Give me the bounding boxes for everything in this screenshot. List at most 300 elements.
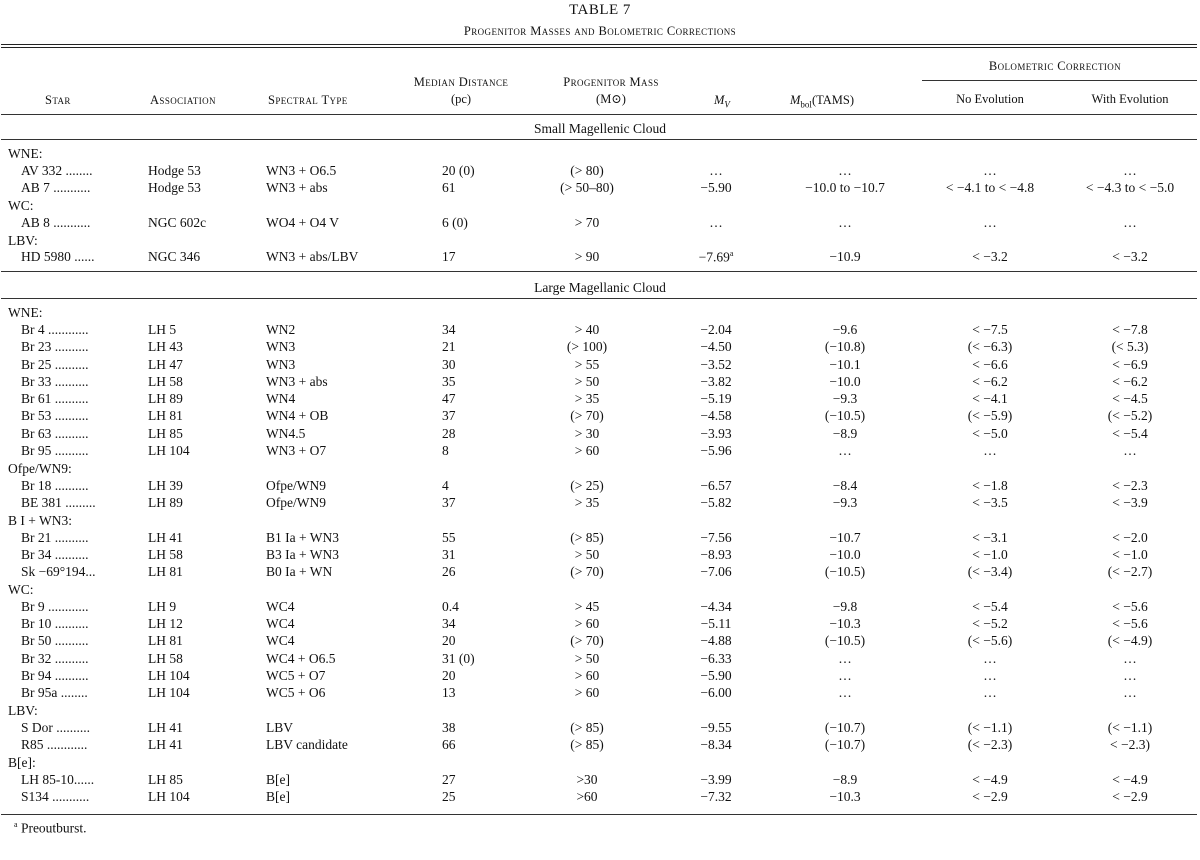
- group-label: LBV:: [8, 232, 38, 248]
- cell-value: < −7.8: [1112, 321, 1148, 337]
- cell-value: AB 8 ...........: [21, 214, 91, 230]
- cell-value: < −6.2: [1112, 373, 1148, 389]
- cell-star: [0, 685, 148, 702]
- cell-mv: [662, 214, 770, 231]
- cell-assoc: [148, 685, 266, 702]
- cell-mbol: [770, 494, 920, 511]
- cell-assoc: [148, 719, 266, 736]
- cell-assoc: [148, 477, 266, 494]
- table-row: [0, 736, 1200, 753]
- top-rule-2: [1, 47, 1197, 48]
- cell-value: −4.34: [700, 598, 732, 614]
- table-row: [0, 685, 1200, 702]
- cell-bc-with: [1060, 788, 1200, 805]
- cell-mv: [662, 373, 770, 390]
- cell-dist: [392, 788, 512, 805]
- cell-mass: [512, 719, 662, 736]
- cell-mass: [512, 667, 662, 684]
- cell-value: −3.82: [700, 373, 732, 389]
- cell-bc-with: [1060, 373, 1200, 390]
- cell-value: LH 43: [148, 339, 183, 355]
- cell-value: < −3.1: [972, 529, 1008, 545]
- cell-bc-with: [1060, 719, 1200, 736]
- cell-value: (> 100): [566, 339, 608, 355]
- header-progenitor-mass-label: Progenitor Mass: [563, 75, 659, 89]
- cell-assoc: [148, 736, 266, 753]
- cell-value: 26: [442, 564, 456, 580]
- cell-bc-no: [920, 598, 1060, 615]
- table-bottom-rule: [1, 814, 1197, 815]
- cell-mass: [512, 373, 662, 390]
- cell-bc-with: [1060, 598, 1200, 615]
- header-mv-sub: V: [724, 99, 730, 110]
- cell-value: LH 81: [148, 564, 183, 580]
- cell-bc-no: [920, 494, 1060, 511]
- cell-value: …: [838, 650, 852, 666]
- cell-assoc: [148, 249, 266, 266]
- cell-assoc: [148, 598, 266, 615]
- cell-value: …: [983, 214, 997, 230]
- cell-value: (< −6.3): [967, 339, 1013, 355]
- cell-value: Br 25 ..........: [21, 356, 89, 372]
- cell-star: [0, 408, 148, 425]
- cell-dist: [392, 529, 512, 546]
- cell-sptype: [266, 615, 392, 632]
- cell-mbol: [770, 598, 920, 615]
- cell-value: −6.57: [700, 477, 732, 493]
- cell-value: −3.93: [700, 425, 732, 441]
- cell-bc-with: [1060, 425, 1200, 442]
- cell-star: [0, 719, 148, 736]
- cell-value: LH 104: [148, 789, 190, 805]
- cell-value: −10.1: [829, 356, 861, 372]
- cell-value: < −2.0: [1112, 529, 1148, 545]
- cell-dist: [392, 249, 512, 266]
- header-mbol: [790, 93, 854, 113]
- table-row: [0, 633, 1200, 650]
- cell-value: WC4: [266, 633, 295, 649]
- cell-star: [0, 390, 148, 407]
- cell-assoc: [148, 546, 266, 563]
- cell-sptype: [266, 214, 392, 231]
- cell-value: −4.58: [700, 408, 732, 424]
- cell-value: < −5.4: [1112, 425, 1148, 441]
- cell-mass: [512, 788, 662, 805]
- cell-star: [0, 667, 148, 684]
- cell-mv: [662, 546, 770, 563]
- cell-value: < −5.6: [1112, 616, 1148, 632]
- cell-mass: [512, 249, 662, 266]
- cell-dist: [392, 477, 512, 494]
- cell-value: −9.8: [832, 598, 858, 614]
- cell-value: Br 94 ..........: [21, 667, 89, 683]
- cell-value: 31 (0): [442, 650, 475, 666]
- cell-bc-with: [1060, 356, 1200, 373]
- cell-value: BE 381 .........: [21, 494, 96, 510]
- cell-value: < −5.4: [972, 598, 1008, 614]
- section-title-rule: [1, 298, 1197, 299]
- cell-mass: [512, 771, 662, 788]
- cell-value: (> 85): [570, 737, 604, 753]
- cell-value: WO4 + O4 V: [266, 214, 339, 230]
- cell-value: 21: [442, 339, 456, 355]
- cell-mv: [662, 356, 770, 373]
- cell-value: …: [709, 162, 723, 178]
- cell-star: [0, 214, 148, 231]
- cell-value: > 55: [574, 356, 600, 372]
- cell-value: < −1.0: [1112, 546, 1148, 562]
- table-row: [0, 390, 1200, 407]
- cell-sptype: [266, 373, 392, 390]
- cell-value: −10.9: [829, 249, 861, 265]
- table-row: [0, 771, 1200, 788]
- cell-value: < −4.9: [1112, 771, 1148, 787]
- cell-star: [0, 356, 148, 373]
- cell-value: −3.52: [700, 356, 732, 372]
- header-mbol-suffix: (TAMS): [811, 93, 854, 107]
- cell-value: LH 12: [148, 616, 183, 632]
- cell-mv: [662, 339, 770, 356]
- cell-dist: [392, 214, 512, 231]
- cell-value: WN4: [266, 391, 296, 407]
- cell-value: LH 104: [148, 443, 190, 459]
- cell-value: …: [1123, 162, 1137, 178]
- cell-value: …: [1123, 443, 1137, 459]
- cell-sptype: [266, 736, 392, 753]
- cell-value: …: [709, 214, 723, 230]
- cell-assoc: [148, 563, 266, 580]
- cell-value: > 60: [574, 443, 600, 459]
- cell-value: WN4 + OB: [266, 408, 329, 424]
- table-row: [0, 408, 1200, 425]
- cell-star: [0, 615, 148, 632]
- cell-sptype: [266, 563, 392, 580]
- cell-value: −7.06: [700, 564, 732, 580]
- cell-bc-no: [920, 180, 1060, 197]
- header-progenitor-mass: [546, 75, 676, 107]
- cell-star: [0, 162, 148, 179]
- cell-value: 0.4: [442, 598, 459, 614]
- cell-value: (> 70): [570, 408, 604, 424]
- cell-value: NGC 346: [148, 249, 201, 265]
- cell-value: …: [983, 685, 997, 701]
- cell-value: LH 81: [148, 408, 183, 424]
- cell-value: Br 33 ..........: [21, 373, 89, 389]
- cell-value: −5.11: [700, 616, 732, 632]
- cell-value: 25: [442, 789, 456, 805]
- header-mbol-sub: bol: [800, 99, 812, 110]
- table-row: [0, 563, 1200, 580]
- cell-bc-no: [920, 356, 1060, 373]
- cell-value: −5.96: [700, 443, 732, 459]
- cell-assoc: [148, 408, 266, 425]
- cell-dist: [392, 667, 512, 684]
- cell-value: < −3.5: [972, 494, 1008, 510]
- cell-dist: [392, 719, 512, 736]
- cell-value: (−10.8): [824, 339, 866, 355]
- cell-bc-with: [1060, 685, 1200, 702]
- cell-sptype: [266, 162, 392, 179]
- table-title: Progenitor Masses and Bolometric Corrections: [463, 24, 737, 38]
- cell-value: LH 47: [148, 356, 183, 372]
- header-bc-with-evolution: With Evolution: [1091, 92, 1169, 106]
- cell-mbol: [770, 650, 920, 667]
- cell-value: LBV candidate: [266, 737, 348, 753]
- cell-value: (> 70): [570, 633, 604, 649]
- group-label: WNE:: [8, 305, 43, 320]
- cell-bc-no: [920, 162, 1060, 179]
- cell-value: > 50: [574, 373, 600, 389]
- cell-value: LH 41: [148, 737, 183, 753]
- cell-dist: [392, 339, 512, 356]
- cell-value: Sk −69°194...: [21, 564, 96, 580]
- cell-mass: [512, 529, 662, 546]
- group-label: B[e]:: [8, 754, 36, 770]
- cell-value: < −5.0: [972, 425, 1008, 441]
- table-row: [0, 598, 1200, 615]
- cell-value: (> 25): [570, 477, 604, 493]
- cell-star: [0, 598, 148, 615]
- cell-value: Br 10 ..........: [21, 616, 89, 632]
- group-rows: [0, 162, 1200, 197]
- cell-value: WN4.5: [266, 425, 306, 441]
- cell-dist: [392, 563, 512, 580]
- cell-value: WN3: [266, 356, 296, 372]
- cell-star: [0, 442, 148, 459]
- cell-value: (< −1.1): [967, 719, 1013, 735]
- cell-value: −3.99: [700, 771, 732, 787]
- cell-mass: [512, 563, 662, 580]
- table-row: [0, 339, 1200, 356]
- cell-value: −5.90: [700, 667, 732, 683]
- cell-value: > 50: [574, 546, 600, 562]
- cell-bc-no: [920, 529, 1060, 546]
- cell-mass: [512, 650, 662, 667]
- cell-bc-with: [1060, 736, 1200, 753]
- cell-value: 31: [442, 546, 456, 562]
- cell-value: > 70: [574, 214, 600, 230]
- header-mv-label: M: [714, 93, 725, 107]
- cell-sptype: [266, 425, 392, 442]
- cell-mass: [512, 408, 662, 425]
- cell-assoc: [148, 214, 266, 231]
- group-label: LBV:: [8, 702, 38, 718]
- table-row: [0, 615, 1200, 632]
- cell-value: −8.9: [832, 425, 858, 441]
- cell-mass: [512, 162, 662, 179]
- cell-value: NGC 602c: [148, 214, 207, 230]
- cell-value: …: [983, 162, 997, 178]
- group-rows: [0, 771, 1200, 806]
- table-row: [0, 162, 1200, 179]
- cell-bc-no: [920, 425, 1060, 442]
- cell-bc-with: [1060, 650, 1200, 667]
- cell-mass: [512, 321, 662, 338]
- cell-mbol: [770, 339, 920, 356]
- cell-value: LH 41: [148, 529, 183, 545]
- cell-bc-no: [920, 719, 1060, 736]
- cell-value: Hodge 53: [148, 180, 201, 196]
- cell-value: Br 9 ............: [21, 598, 89, 614]
- cell-value: (−10.7): [824, 737, 866, 753]
- cell-assoc: [148, 494, 266, 511]
- cell-star: [0, 563, 148, 580]
- cell-value: > 90: [574, 249, 600, 265]
- cell-bc-no: [920, 685, 1060, 702]
- cell-value: Br 61 ..........: [21, 391, 89, 407]
- cell-bc-with: [1060, 442, 1200, 459]
- cell-dist: [392, 321, 512, 338]
- cell-mv: [662, 685, 770, 702]
- cell-star: [0, 736, 148, 753]
- cell-value: 61: [442, 180, 456, 196]
- cell-dist: [392, 408, 512, 425]
- cell-value: WN3 + O6.5: [266, 162, 337, 178]
- cell-sptype: [266, 442, 392, 459]
- cell-dist: [392, 356, 512, 373]
- cell-mass: [512, 598, 662, 615]
- cell-value: 4: [442, 477, 449, 493]
- cell-value: −7.32: [700, 789, 732, 805]
- cell-value: −2.04: [700, 321, 732, 337]
- cell-value: −9.6: [832, 321, 858, 337]
- cell-value: < −1.0: [972, 546, 1008, 562]
- cell-value: < −2.9: [1112, 789, 1148, 805]
- cell-value: S134 ...........: [21, 789, 90, 805]
- cell-value: > 40: [574, 321, 600, 337]
- cell-mbol: [770, 546, 920, 563]
- cell-value: 37: [442, 494, 456, 510]
- cell-value: < −4.3 to < −5.0: [1085, 180, 1175, 196]
- cell-value: (< −5.2): [1107, 408, 1153, 424]
- cell-value: Br 95 ..........: [21, 443, 89, 459]
- cell-value: < −3.2: [1112, 249, 1148, 265]
- cell-value: LH 85: [148, 771, 183, 787]
- cell-value: −9.3: [832, 391, 858, 407]
- table-number: TABLE 7: [569, 2, 631, 18]
- cell-value: (< −1.1): [1107, 719, 1153, 735]
- cell-mbol: [770, 408, 920, 425]
- cell-value: …: [1123, 650, 1137, 666]
- cell-value: WN3 + O7: [266, 443, 327, 459]
- top-rule-1: [1, 44, 1197, 45]
- cell-mv: [662, 390, 770, 407]
- cell-mass: [512, 442, 662, 459]
- cell-value: HD 5980 ......: [21, 249, 95, 265]
- cell-value: −9.55: [700, 719, 732, 735]
- cell-star: [0, 771, 148, 788]
- cell-mv: [662, 162, 770, 179]
- cell-mbol: [770, 162, 920, 179]
- cell-value: −6.33: [700, 650, 732, 666]
- table-row: [0, 477, 1200, 494]
- header-mv: [714, 93, 730, 113]
- cell-value: 20 (0): [442, 162, 475, 178]
- cell-value: −10.7: [829, 529, 861, 545]
- cell-value: −10.3: [829, 789, 861, 805]
- header-bc-no-evolution: No Evolution: [956, 92, 1024, 106]
- group-rows: [0, 719, 1200, 754]
- cell-dist: [392, 736, 512, 753]
- cell-star: [0, 321, 148, 338]
- cell-assoc: [148, 529, 266, 546]
- table-row: [0, 788, 1200, 805]
- cell-value: …: [983, 667, 997, 683]
- cell-mbol: [770, 667, 920, 684]
- cell-value: WC5 + O7: [266, 667, 326, 683]
- cell-value: Br 4 ............: [21, 321, 89, 337]
- cell-value: (> 50–80): [560, 180, 614, 196]
- cell-value: S Dor ..........: [21, 719, 91, 735]
- cell-mbol: [770, 321, 920, 338]
- cell-mass: [512, 477, 662, 494]
- cell-value: −10.3: [829, 616, 861, 632]
- cell-bc-no: [920, 650, 1060, 667]
- cell-assoc: [148, 339, 266, 356]
- header-median-distance-unit: (pc): [450, 92, 472, 106]
- cell-bc-with: [1060, 563, 1200, 580]
- table-row: [0, 356, 1200, 373]
- cell-star: [0, 546, 148, 563]
- cell-value: > 60: [574, 616, 600, 632]
- cell-bc-no: [920, 563, 1060, 580]
- group-label: B I + WN3:: [8, 512, 72, 528]
- cell-star: [0, 529, 148, 546]
- cell-dist: [392, 546, 512, 563]
- table-row: [0, 650, 1200, 667]
- header-bottom-rule: [1, 114, 1197, 115]
- cell-value: 34: [442, 616, 456, 632]
- cell-value: (< −2.3): [967, 737, 1013, 753]
- cell-value: 28: [442, 425, 456, 441]
- cell-value: < −2.3): [1110, 737, 1150, 753]
- cell-bc-with: [1060, 615, 1200, 632]
- cell-bc-with: [1060, 249, 1200, 266]
- cell-value: LH 58: [148, 650, 183, 666]
- cell-value: LH 89: [148, 494, 183, 510]
- cell-value: < −4.9: [972, 771, 1008, 787]
- footnote: [14, 820, 87, 837]
- cell-value: 20: [442, 633, 456, 649]
- cell-star: [0, 249, 148, 266]
- cell-bc-no: [920, 546, 1060, 563]
- cell-mbol: [770, 788, 920, 805]
- cell-mv: [662, 667, 770, 684]
- cell-mass: [512, 214, 662, 231]
- cell-bc-no: [920, 477, 1060, 494]
- cell-sptype: [266, 390, 392, 407]
- cell-value: WN3 + abs: [266, 373, 328, 389]
- cell-value: Br 32 ..........: [21, 650, 89, 666]
- cell-mv: [662, 442, 770, 459]
- cell-mbol: [770, 249, 920, 266]
- cell-value: B[e]: [266, 771, 290, 787]
- cell-assoc: [148, 633, 266, 650]
- cell-value: < −6.9: [1112, 356, 1148, 372]
- cell-bc-with: [1060, 633, 1200, 650]
- cell-star: [0, 633, 148, 650]
- cell-value: −4.50: [700, 339, 732, 355]
- cell-value: −7.56: [700, 529, 732, 545]
- cell-mbol: [770, 390, 920, 407]
- cell-bc-no: [920, 442, 1060, 459]
- cell-value: −5.90: [700, 180, 732, 196]
- cell-assoc: [148, 771, 266, 788]
- bc-group-rule: [922, 80, 1197, 81]
- cell-value: …: [838, 685, 852, 701]
- table-row: [0, 494, 1200, 511]
- cell-mbol: [770, 633, 920, 650]
